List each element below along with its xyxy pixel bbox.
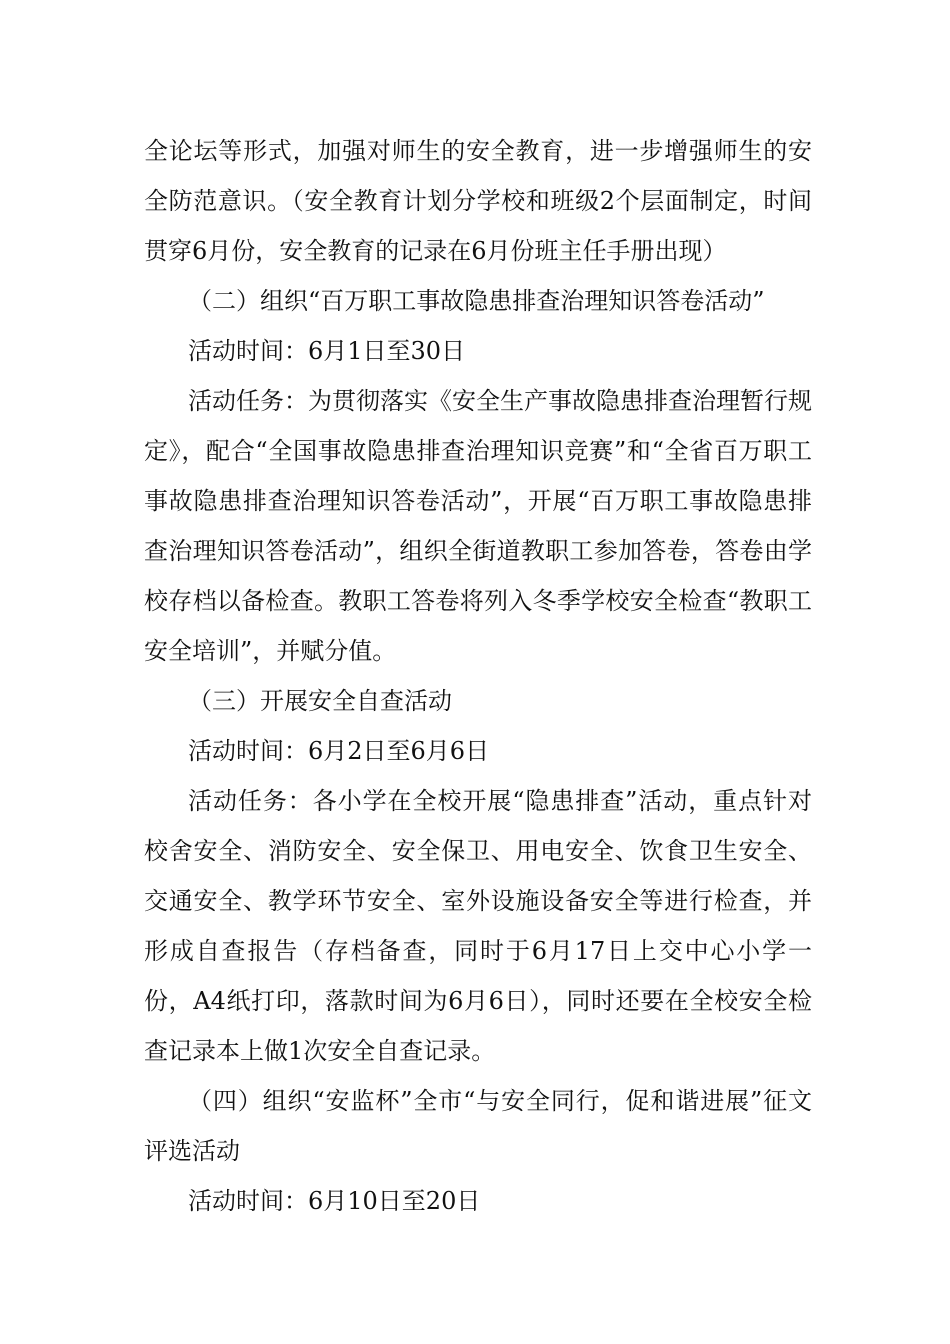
activity-task-3: 活动任务：各小学在全校开展“隐患排查”活动，重点针对校舍安全、消防安全、安全保卫、用电安全、饮食卫生安全、交通安全、教学环节安全、室外设施设备安全等进行检查，并形成自查报告（存档备查，同时于6月17日上交中心小学一份，A4纸打印，落款时间为6月6日），同时还要在全校安全检查记录本上做1次安全自查记录。 [144, 787, 812, 1065]
section-heading-2: （二）组织“百万职工事故隐患排查治理知识答卷活动” [188, 287, 765, 315]
document-body [144, 126, 812, 1226]
section-heading-4: （四）组织“安监杯”全市“与安全同行，促和谐进展”征文评选活动 [144, 1087, 812, 1165]
section-heading-3: （三）开展安全自查活动 [188, 687, 452, 715]
activity-time-2: 活动时间：6月1日至30日 [188, 337, 466, 365]
activity-time-4: 活动时间：6月10日至20日 [188, 1187, 481, 1215]
activity-task-2: 活动任务：为贯彻落实《安全生产事故隐患排查治理暂行规定》，配合“全国事故隐患排查治理知识竞赛”和“全省百万职工事故隐患排查治理知识答卷活动”，开展“百万职工事故隐患排查治理知识答卷活动”，组织全街道教职工参加答卷，答卷由学校存档以备检查。教职工答卷将列入冬季学校安全检查“教职工安全培训”，并赋分值。 [144, 387, 812, 665]
paragraph-intro-continuation: 全论坛等形式，加强对师生的安全教育，进一步增强师生的安全防范意识。（安全教育计划分学校和班级2个层面制定，时间贯穿6月份，安全教育的记录在6月份班主任手册出现） [144, 137, 812, 265]
activity-time-3: 活动时间：6月2日至6月6日 [188, 737, 490, 765]
